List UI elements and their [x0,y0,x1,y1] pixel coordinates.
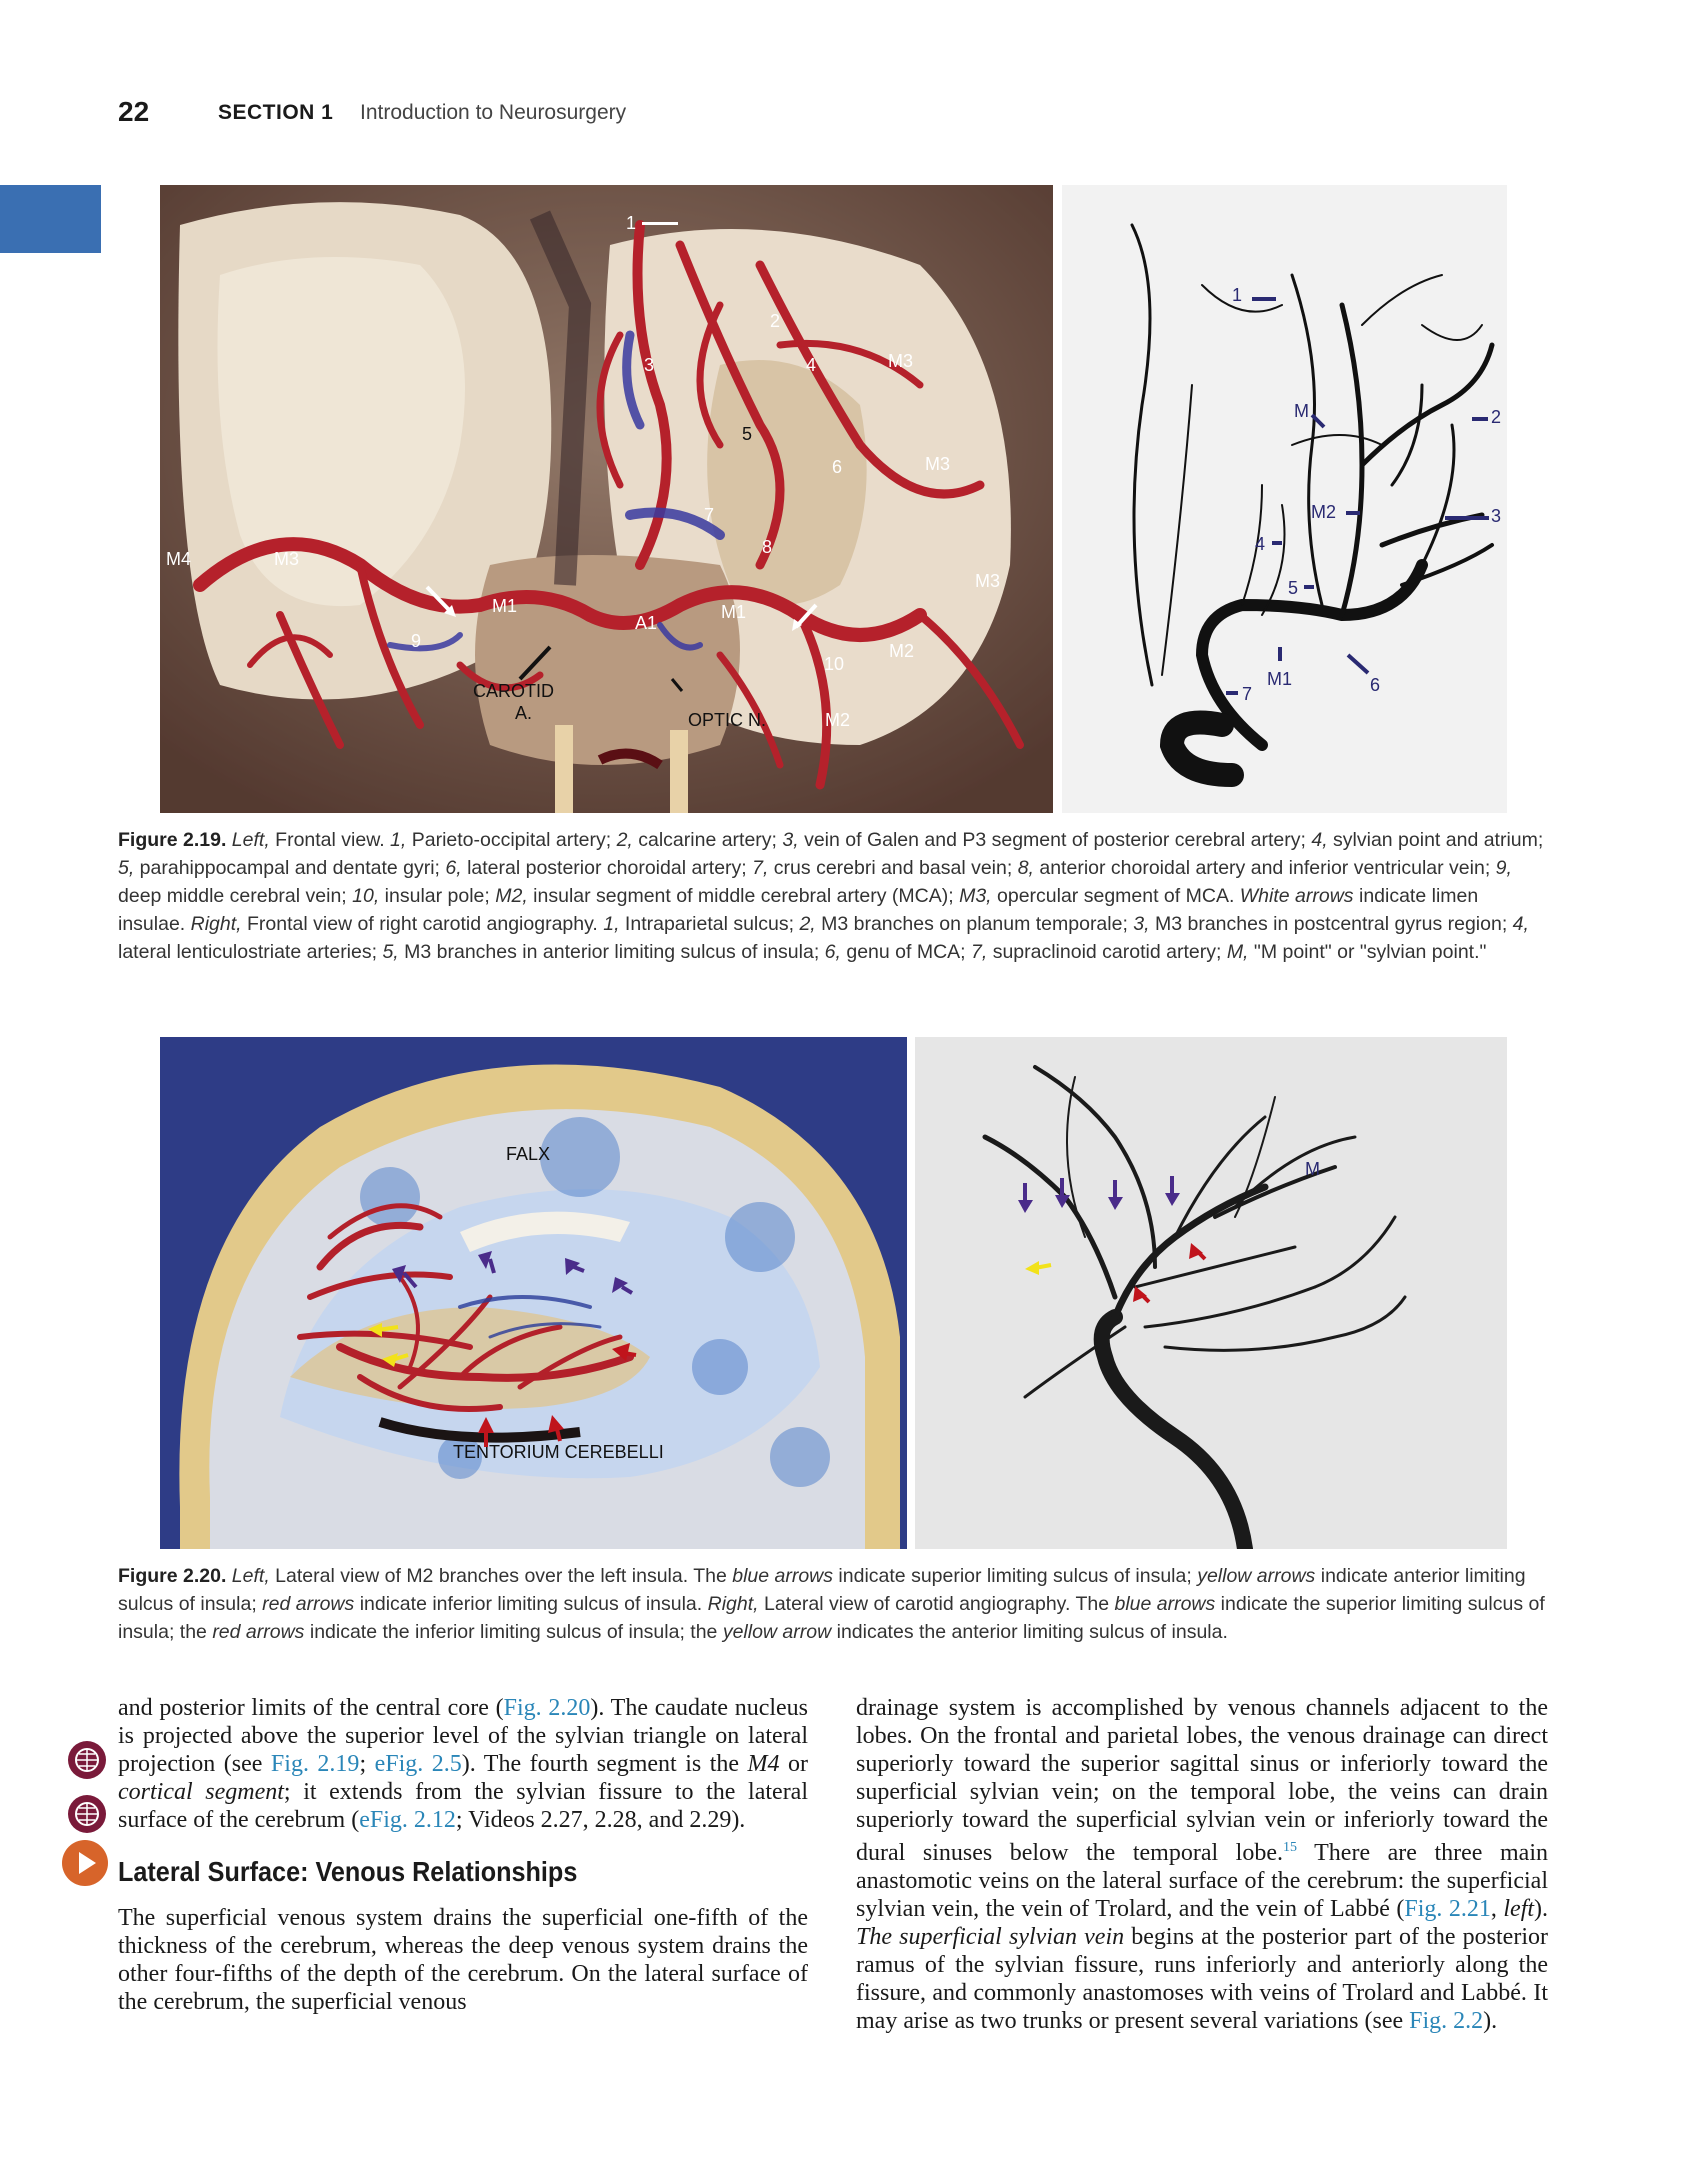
caption-italic: 5, [382,941,399,963]
caption-italic: 3, [1133,913,1150,935]
body-text: or [779,1751,808,1777]
caption-text: Lateral view of M2 branches over the left insula. The [269,1565,733,1587]
label-2: 2 [770,311,781,331]
caption-italic: 2, [616,829,633,851]
body-text: begins at the posterior part of the posterior ramus of the sylvian fissure, runs inferiorly and anteriorly along the fissure, and commonly anastomoses with veins of Trolard and Labbé. It may arise as two trunks or present several variations (see [856,1924,1548,2034]
caption-text: "M point" or "sylvian point." [1248,941,1487,963]
body-text: and posterior limits of the central core ( [118,1695,504,1721]
section-heading: Lateral Surface: Venous Relationships [118,1856,578,1887]
figure-2-19-left-photo [160,185,1053,813]
caption-italic: 3, [782,829,799,851]
caption-text: Intraparietal sulcus; [619,913,800,935]
colored-arrows [160,1037,907,1549]
blue-arrow-icon [1018,1193,1180,1213]
label-1: 1 [1232,285,1243,305]
body-column-left [118,1694,808,2016]
caption-label: Figure 2.20. [118,1565,227,1587]
caption-text: Lateral view of carotid angiography. The [758,1593,1115,1615]
pointer-arrows [160,185,1053,813]
caption-text: indicate limen insulae. [118,885,1479,935]
label-m1: M1 [721,602,747,622]
caption-italic: Left, [231,829,270,851]
body-paragraph [118,1694,808,1834]
caption-text: parahippocampal and dentate gyri; [134,857,446,879]
label-m3: M3 [975,571,1001,591]
caption-italic: yellow arrow [722,1621,832,1643]
caption-label: Figure 2.19. [118,829,227,851]
caption-text: indicate superior limiting sulcus of insula; [833,1565,1198,1587]
label-3: 3 [1491,506,1502,526]
caption-text: opercular segment of MCA. [991,885,1240,907]
figure-2-20-caption [118,1562,1548,1646]
caption-text: calcarine artery; [632,829,783,851]
red-arrow-icon [478,1343,630,1433]
caption-italic: 1, [603,913,620,935]
body-italic: The superficial sylvian vein [856,1924,1125,1950]
caption-italic: red arrows [262,1593,355,1615]
label-m2: M2 [889,641,915,661]
caption-text: lateral lenticulostriate arteries; [118,941,383,963]
caption-text: indicates the anterior limiting sulcus of insula. [831,1621,1228,1643]
label-m: M [1305,1159,1320,1179]
caption-italic: red arrows [212,1621,305,1643]
pointer-lines [1062,185,1507,813]
caption-text: supraclinoid carotid artery; [987,941,1227,963]
colored-arrows [915,1037,1507,1549]
label-m: M [1294,401,1309,421]
caption-italic: 5, [118,857,135,879]
caption-italic: 8, [1017,857,1034,879]
body-paragraph [856,1694,1548,2035]
caption-text: indicate inferior limiting sulcus of insula. [354,1593,708,1615]
caption-italic: 10, [352,885,380,907]
caption-italic: 1, [390,829,407,851]
label-optic-nerve: OPTIC N. [688,710,767,730]
label-m4: M4 [166,549,192,569]
caption-italic: 4, [1512,913,1529,935]
caption-text: M3 branches in anterior limiting sulcus of insula; [398,941,825,963]
label-m1: M1 [492,596,518,616]
caption-italic: 9, [1495,857,1512,879]
label-6: 6 [832,457,843,477]
body-italic: M4 [747,1751,780,1777]
body-paragraph: The superficial venous system drains the superficial one-fifth of the thickness of the cerebrum, whereas the deep venous system drains the other four-fifths of the depth of the cerebrum. On the lateral surface of the cerebrum, the superficial venous [118,1905,808,2015]
label-tentorium-cerebelli: TENTORIUM CEREBELLI [453,1442,664,1462]
label-10: 10 [824,654,845,674]
figure-link[interactable]: Fig. 2.19 [270,1751,360,1777]
figure-2-19-right-angiogram [1062,185,1507,813]
caption-italic: 7, [971,941,988,963]
label-m2: M2 [825,710,851,730]
body-text: ; it extends from the sylvian fissure to the lateral surface of the cerebrum ( [118,1779,809,1833]
caption-text: M3 branches on planum temporale; [815,913,1134,935]
body-text: ; Videos 2.27, 2.28, and 2.29). [455,1807,746,1833]
caption-text: Parieto-occipital artery; [406,829,617,851]
caption-text: M3 branches in postcentral gyrus region; [1149,913,1513,935]
label-4: 4 [1255,534,1266,554]
caption-text: lateral posterior choroidal artery; [461,857,753,879]
caption-italic: 2, [799,913,816,935]
caption-italic: Right, [707,1593,759,1615]
caption-italic: M3, [959,885,992,907]
web-link-icon[interactable] [68,1741,106,1779]
body-text: , [1490,1896,1504,1922]
caption-italic: Right, [190,913,242,935]
label-m2: M2 [1311,502,1337,522]
section-label: SECTION 1 [218,101,334,124]
label-4: 4 [806,355,817,375]
page-number: 22 [118,96,150,127]
figure-2-19-caption [118,826,1548,966]
web-link-icon[interactable] [68,1795,106,1833]
label-3: 3 [644,355,655,375]
figure-2-20-left-photo [160,1037,907,1549]
caption-text: indicate anterior limiting sulcus of insula; [118,1565,1526,1615]
body-text: ). The fourth segment is the [461,1751,748,1777]
label-7: 7 [1242,684,1253,704]
body-italic: left [1503,1896,1535,1922]
caption-text: crus cerebri and basal vein; [768,857,1018,879]
efigure-link[interactable]: eFig. 2.12 [359,1807,456,1833]
caption-text: anterior choroidal artery and inferior ventricular vein; [1033,857,1496,879]
label-carotid: CAROTID [473,681,554,701]
caption-text: Frontal view. [269,829,391,851]
caption-italic: yellow arrows [1197,1565,1316,1587]
label-m1: M1 [1267,669,1293,689]
body-text: drainage system is accomplished by venous channels adjacent to the lobes. On the frontal and parietal lobes, the venous drainage can direct superiorly toward the superior sagittal sinus or inferiorly toward the superficial sylvian vein; on the temporal lobe, the veins can drain superiorly toward the superficial sylvian vein or inferiorly toward the dural sinuses below the temporal lobe. [856,1695,1548,1866]
body-text: There are three main anastomotic veins on the lateral surface of the cerebrum: the superficial sylvian vein, the vein of Trolard, and the vein of Labbé ( [856,1840,1548,1922]
label-m3: M3 [888,351,914,371]
label-9: 9 [411,631,422,651]
caption-italic: blue arrows [1114,1593,1216,1615]
chapter-tab-marker [0,185,101,253]
efigure-link[interactable]: eFig. 2.5 [374,1751,462,1777]
caption-text: indicate the inferior limiting sulcus of insula; the [304,1621,723,1643]
caption-italic: White arrows [1239,885,1354,907]
label-8: 8 [762,537,773,557]
caption-italic: blue arrows [732,1565,834,1587]
reference-link[interactable]: 15 [1283,1840,1298,1855]
caption-text: Frontal view of right carotid angiography. [241,913,604,935]
label-1: 1 [626,213,637,233]
body-column-right [856,1694,1548,2035]
label-6: 6 [1370,675,1381,695]
caption-text: insular segment of middle cerebral artery (MCA); [527,885,960,907]
caption-italic: Left, [231,1565,270,1587]
body-text: ). [1483,2008,1498,2034]
caption-italic: M2, [495,885,528,907]
label-carotid-a: A. [515,703,533,723]
section-title: Introduction to Neurosurgery [360,101,627,124]
body-italic: cortical segment [118,1779,284,1805]
label-a1: A1 [635,613,658,633]
label-falx: FALX [506,1144,551,1164]
caption-text: sylvian point and atrium; [1327,829,1544,851]
label-m3: M3 [274,549,300,569]
label-m3: M3 [925,454,951,474]
caption-text: deep middle cerebral vein; [118,885,353,907]
label-5: 5 [1288,578,1299,598]
caption-italic: 6, [824,941,841,963]
label-5: 5 [742,424,753,444]
caption-italic: 6, [445,857,462,879]
caption-text: genu of MCA; [840,941,972,963]
body-text: ). [1534,1896,1549,1922]
caption-text: insular pole; [379,885,496,907]
label-2: 2 [1491,407,1502,427]
caption-italic: 7, [752,857,769,879]
figure-link[interactable]: Fig. 2.21 [1404,1896,1491,1922]
figure-link[interactable]: Fig. 2.20 [503,1695,591,1721]
caption-text: vein of Galen and P3 segment of posterior cerebral artery; [798,829,1312,851]
caption-italic: M, [1226,941,1249,963]
figure-2-20-right-angiogram [915,1037,1507,1549]
body-text: ; [359,1751,375,1777]
blue-arrow-icon [392,1251,628,1293]
caption-text: indicate the superior limiting sulcus of insula; the [118,1593,1545,1643]
video-play-icon[interactable] [62,1840,108,1886]
figure-link[interactable]: Fig. 2.2 [1409,2008,1484,2034]
label-7: 7 [704,505,715,525]
caption-italic: 4, [1311,829,1328,851]
body-text: ). The caudate nucleus is projected above the superior level of the sylvian triangle on lateral projection (see [118,1695,809,1777]
